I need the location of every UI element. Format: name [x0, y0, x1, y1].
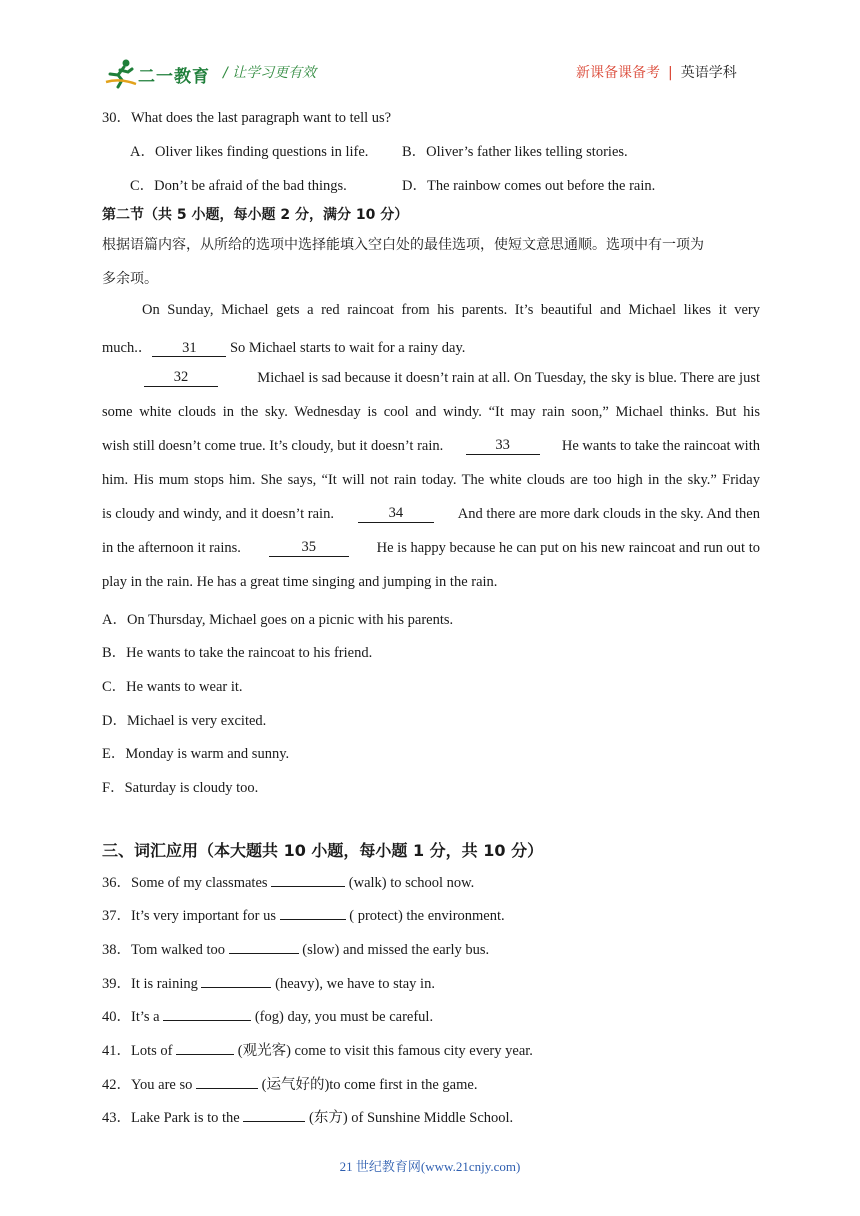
section3-title: 三、词汇应用（本大题共 10 小题，每小题 1 分，共 10 分）	[102, 841, 544, 860]
footer-website[interactable]: 21 世纪教育网(www.21cnjy.com)	[339, 1159, 521, 1174]
item-text: (walk) to school now.	[345, 875, 475, 891]
option-c: C．He wants to wear it.	[102, 679, 243, 695]
brand-logo	[104, 58, 214, 90]
header-slogan: / 让学习更有效	[223, 65, 317, 81]
item-text: (运气好的)to come first in the game.	[258, 1077, 478, 1093]
item-text: 37．It’s very important for us	[102, 908, 280, 924]
passage-line-6: him. His mum stops him. She says, “It will not rain today. The white clouds are too high in the sky.” Friday	[102, 472, 760, 488]
passage-line-9: play in the rain. He has a great time singing and jumping in the rain.	[102, 574, 498, 590]
answer-blank[interactable]	[201, 987, 271, 988]
section2-instruction-2: 多余项。	[102, 271, 158, 287]
passage-text: in the afternoon it rains.	[102, 540, 241, 556]
vocab-item-42	[102, 1073, 477, 1094]
passage-text: Michael is sad because it doesn’t rain at all. On Tuesday, the sky is blue. There are just	[257, 370, 760, 386]
answer-blank[interactable]	[176, 1054, 234, 1055]
passage-line-1: On Sunday, Michael gets a red raincoat from his parents. It’s beautiful and Michael likes it very	[142, 302, 760, 318]
vocab-item-37	[102, 904, 505, 925]
vocab-item-43	[102, 1106, 513, 1127]
blank-33[interactable]: 33	[466, 438, 540, 455]
header-subject	[576, 62, 737, 82]
passage-text: So Michael starts to wait for a rainy day.	[226, 340, 466, 356]
passage-text: He is happy because he can put on his new raincoat and run out to	[376, 540, 760, 556]
item-text: 40．It’s a	[102, 1009, 164, 1025]
passage-line-2	[102, 336, 465, 357]
item-text: 41．Lots of	[102, 1043, 177, 1059]
header-course-label: 新课备课备考	[576, 65, 660, 81]
section2-instruction-1: 根据语篇内容，从所给的选项中选择能填入空白处的最佳选项，使短文意思通顺。选项中有一项为	[102, 237, 704, 253]
vocab-item-39	[102, 972, 435, 993]
answer-blank[interactable]	[271, 886, 345, 887]
option-b: B．He wants to take the raincoat to his friend.	[102, 645, 373, 661]
passage-line-7	[102, 506, 760, 523]
item-text: 42．You are so	[102, 1077, 196, 1093]
passage-text: He wants to take the raincoat with	[561, 438, 760, 454]
q30-option-a: A．Oliver likes finding questions in life.	[130, 144, 369, 160]
vocab-item-36	[102, 871, 474, 892]
item-text: 39．It is raining	[102, 976, 202, 992]
runner-logo-icon	[104, 58, 138, 90]
item-text: (fog) day, you must be careful.	[251, 1009, 434, 1025]
item-text: (slow) and missed the early bus.	[298, 942, 490, 958]
passage-text: is cloudy and windy, and it doesn’t rain.	[102, 506, 334, 522]
blank-34[interactable]: 34	[358, 506, 434, 523]
item-text: (观光客) come to visit this famous city every year.	[234, 1043, 533, 1059]
blank-35[interactable]: 35	[269, 540, 349, 557]
header-separator: |	[668, 65, 673, 81]
item-text: 36．Some of my classmates	[102, 875, 272, 891]
vocab-item-40	[102, 1005, 433, 1026]
passage-line-4: some white clouds in the sky. Wednesday is cool and windy. “It may rain soon,” Michael thinks. But his	[102, 404, 760, 420]
passage-line-8	[102, 540, 760, 557]
q30-option-d: D．The rainbow comes out before the rain.	[402, 178, 656, 194]
answer-blank[interactable]	[163, 1020, 251, 1021]
question-30: 30．What does the last paragraph want to tell us?	[102, 110, 392, 126]
passage-text: wish still doesn’t come true. It’s cloudy, but it doesn’t rain.	[102, 438, 444, 454]
answer-blank[interactable]	[196, 1088, 258, 1089]
item-text: ( protect) the environment.	[345, 908, 505, 924]
section2-title: 第二节（共 5 小题，每小题 2 分，满分 10 分）	[102, 207, 409, 223]
option-a: A．On Thursday, Michael goes on a picnic with his parents.	[102, 612, 454, 628]
blank-31[interactable]: 31	[152, 341, 226, 357]
logo-text: 二一教育	[138, 67, 210, 87]
blank-32[interactable]: 32	[144, 370, 218, 387]
item-text: 43．Lake Park is to the	[102, 1110, 244, 1126]
header-subject-label: 英语学科	[680, 65, 737, 81]
option-e: E．Monday is warm and sunny.	[102, 746, 290, 762]
vocab-item-41	[102, 1039, 533, 1060]
passage-text: And there are more dark clouds in the sky. And then	[457, 506, 760, 522]
vocab-item-38	[102, 938, 489, 959]
passage-text: much.．	[102, 340, 153, 356]
answer-blank[interactable]	[280, 919, 346, 920]
item-text: (东方) of Sunshine Middle School.	[305, 1110, 514, 1126]
answer-blank[interactable]	[229, 953, 299, 954]
q30-option-b: B．Oliver’s father likes telling stories.	[402, 144, 628, 160]
passage-line-5	[102, 438, 760, 455]
q30-option-c: C．Don’t be afraid of the bad things.	[130, 178, 347, 194]
answer-blank[interactable]	[243, 1121, 305, 1122]
option-d: D．Michael is very excited.	[102, 713, 267, 729]
item-text: (heavy), we have to stay in.	[271, 976, 435, 992]
passage-line-3	[144, 370, 760, 387]
item-text: 38．Tom walked too	[102, 942, 229, 958]
option-f: F．Saturday is cloudy too.	[102, 780, 259, 796]
